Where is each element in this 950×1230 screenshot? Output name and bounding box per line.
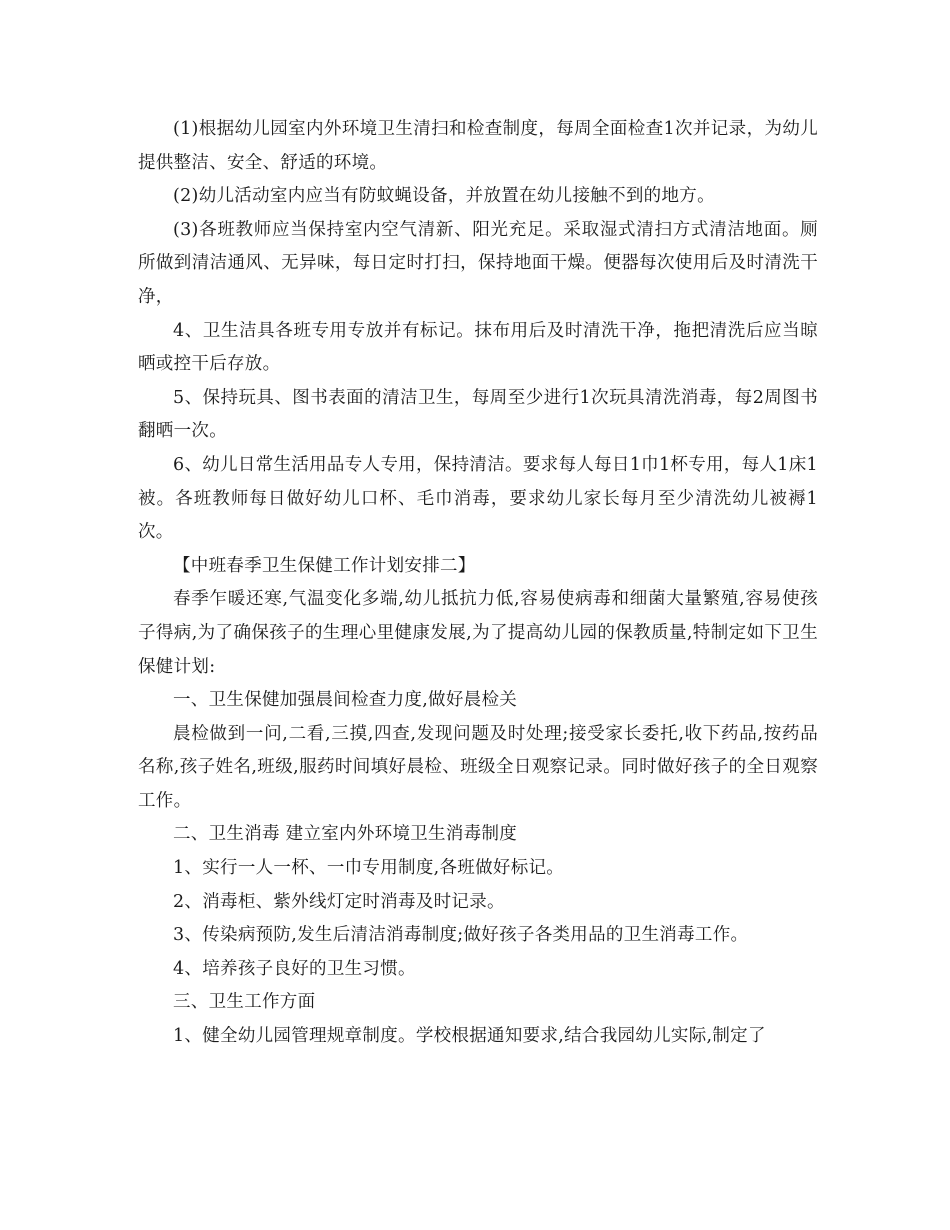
document-body [138, 113, 818, 1054]
paragraph: 1、健全幼儿园管理规章制度。学校根据通知要求,结合我园幼儿实际,制定了 [173, 1026, 766, 1047]
paragraph: (2)幼儿活动室内应当有防蚊蝇设备，并放置在幼儿接触不到的地方。 [173, 186, 715, 207]
paragraph: 1、实行一人一杯、一巾专用制度,各班做好标记。 [173, 858, 565, 879]
paragraph: (1)根据幼儿园室内外环境卫生清扫和检查制度，每周全面检查1次并记录，为幼儿提供整洁、安全、舒适的环境。 [138, 119, 818, 173]
paragraph: 春季乍暖还寒,气温变化多端,幼儿抵抗力低,容易使病毒和细菌大量繁殖,容易使孩子得病,为了确保孩子的生理心里健康发展,为了提高幼儿园的保教质量,特制定如下卫生保健计划: [138, 589, 818, 677]
paragraph: 3、传染病预防,发生后清洁消毒制度;做好孩子各类用品的卫生消毒工作。 [173, 925, 749, 946]
section-heading: 一、卫生保健加强晨间检查力度,做好晨检关 [173, 690, 518, 711]
paragraph: 5、保持玩具、图书表面的清洁卫生，每周至少进行1次玩具清洗消毒，每2周图书翻晒一次。 [138, 387, 818, 442]
section-heading: 【中班春季卫生保健工作计划安排二】 [173, 555, 476, 576]
section-heading: 二、卫生消毒 建立室内外环境卫生消毒制度 [173, 824, 518, 845]
paragraph: 4、培养孩子良好的卫生习惯。 [173, 958, 416, 979]
paragraph: 6、幼儿日常生活用品专人专用，保持清洁。要求每人每日1巾1杯专用，每人1床1被。各班教师每日做好幼儿口杯、毛巾消毒，要求幼儿家长每月至少清洗幼儿被褥1次。 [138, 454, 818, 543]
section-heading: 三、卫生工作方面 [173, 992, 316, 1013]
paragraph: (3)各班教师应当保持室内空气清新、阳光充足。采取湿式清扫方式清洁地面。厕所做到清洁通风、无异味，每日定时打扫，保持地面干燥。便器每次使用后及时清洗干净， [138, 219, 818, 307]
paragraph: 2、消毒柜、紫外线灯定时消毒及时记录。 [173, 891, 505, 912]
paragraph: 晨检做到一问,二看,三摸,四查,发现问题及时处理;接受家长委托,收下药品,按药品名称,孩子姓名,班级,服药时间填好晨检、班级全日观察记录。同时做好孩子的全日观察工作。 [138, 723, 818, 811]
paragraph: 4、卫生洁具各班专用专放并有标记。抹布用后及时清洗干净，拖把清洗后应当晾晒或控干后存放。 [138, 320, 818, 375]
